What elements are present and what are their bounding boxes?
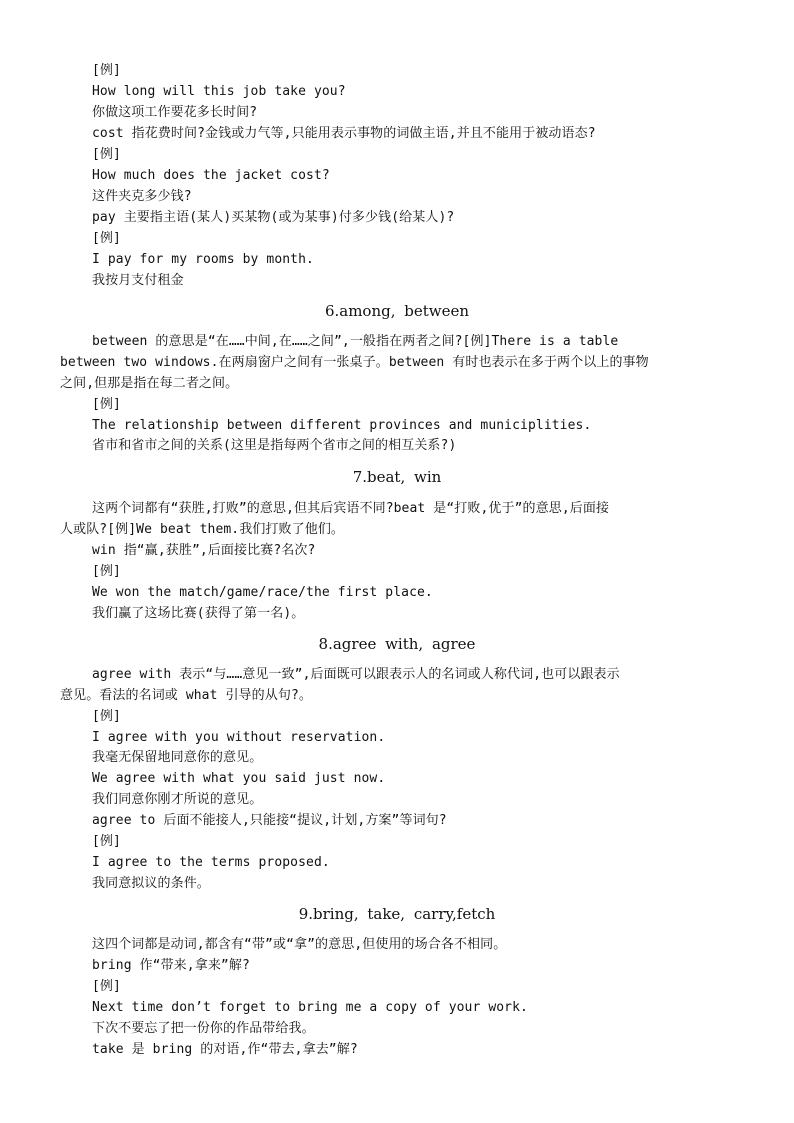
- example-chinese: 我按月支付租金: [92, 273, 184, 288]
- example-english: How much does the jacket cost?: [92, 168, 330, 183]
- example-chinese: 我们赢了这场比赛(获得了第一名)。: [92, 606, 305, 621]
- example-chinese: 省市和省市之间的关系(这里是指每两个省市之间的相互关系?): [92, 438, 457, 453]
- example-english: How long will this job take you?: [92, 84, 346, 99]
- paragraph-line: 之间,但那是指在每二者之间。: [60, 376, 239, 391]
- example-chinese: 这件夹克多少钱?: [92, 189, 192, 204]
- example-label: [例]: [92, 231, 121, 246]
- definition-line: agree to 后面不能接人,只能接“提议,计划,方案”等词句?: [92, 813, 447, 828]
- example-english: I agree to the terms proposed.: [92, 855, 330, 870]
- definition-line: take 是 bring 的对语,作“带去,拿去”解?: [92, 1042, 358, 1057]
- paragraph-line: between 的意思是“在……中间,在……之间”,一般指在两者之间?[例]There is a table: [92, 334, 619, 349]
- example-english: We agree with what you said just now.: [92, 771, 386, 786]
- paragraph-line: agree with 表示“与……意见一致”,后面既可以跟表示人的名词或人称代词,也可以跟表示: [92, 667, 620, 682]
- example-english: I pay for my rooms by month.: [92, 252, 314, 267]
- section-heading-9: 9.bring, take, carry,fetch: [298, 905, 496, 923]
- example-english: The relationship between different provinces and municiplities.: [92, 418, 592, 433]
- definition-line: pay 主要指主语(某人)买某物(或为某事)付多少钱(给某人)?: [92, 210, 455, 225]
- example-english: I agree with you without reservation.: [92, 730, 386, 745]
- example-label: [例]: [92, 564, 121, 579]
- example-english: Next time don’t forget to bring me a copy of your work.: [92, 1000, 528, 1015]
- paragraph-line: 人或队?[例]We beat them.我们打败了他们。: [60, 522, 345, 537]
- example-label: [例]: [92, 147, 121, 162]
- paragraph-line: between two windows.在两扇窗户之间有一张桌子。between 有时也表示在多于两个以上的事物: [60, 355, 649, 370]
- example-label: [例]: [92, 979, 121, 994]
- paragraph-line: 这四个词都是动词,都含有“带”或“拿”的意思,但使用的场合各不相同。: [92, 937, 507, 952]
- definition-line: win 指“赢,获胜”,后面接比赛?名次?: [92, 543, 316, 558]
- example-chinese: 我们同意你刚才所说的意见。: [92, 792, 263, 807]
- definition-line: bring 作“带来,拿来”解?: [92, 958, 250, 973]
- example-chinese: 我同意拟议的条件。: [92, 876, 210, 891]
- example-chinese: 我毫无保留地同意你的意见。: [92, 750, 263, 765]
- example-label: [例]: [92, 834, 121, 849]
- paragraph-line: 意见。看法的名词或 what 引导的从句?。: [60, 688, 312, 703]
- section-heading-6: 6.among, between: [324, 302, 470, 320]
- example-english: We won the match/game/race/the first place.: [92, 585, 433, 600]
- definition-line: cost 指花费时间?金钱或力气等,只能用表示事物的词做主语,并且不能用于被动语态?: [92, 126, 596, 141]
- paragraph-line: 这两个词都有“获胜,打败”的意思,但其后宾语不同?beat 是“打败,优于”的意思,后面接: [92, 501, 610, 516]
- section-heading-7: 7.beat, win: [352, 468, 442, 486]
- example-chinese: 下次不要忘了把一份你的作品带给我。: [92, 1021, 315, 1036]
- example-label: [例]: [92, 397, 121, 412]
- example-label: [例]: [92, 63, 121, 78]
- example-chinese: 你做这项工作要花多长时间?: [92, 105, 258, 120]
- section-heading-8: 8.agree with, agree: [318, 635, 476, 653]
- example-label: [例]: [92, 709, 121, 724]
